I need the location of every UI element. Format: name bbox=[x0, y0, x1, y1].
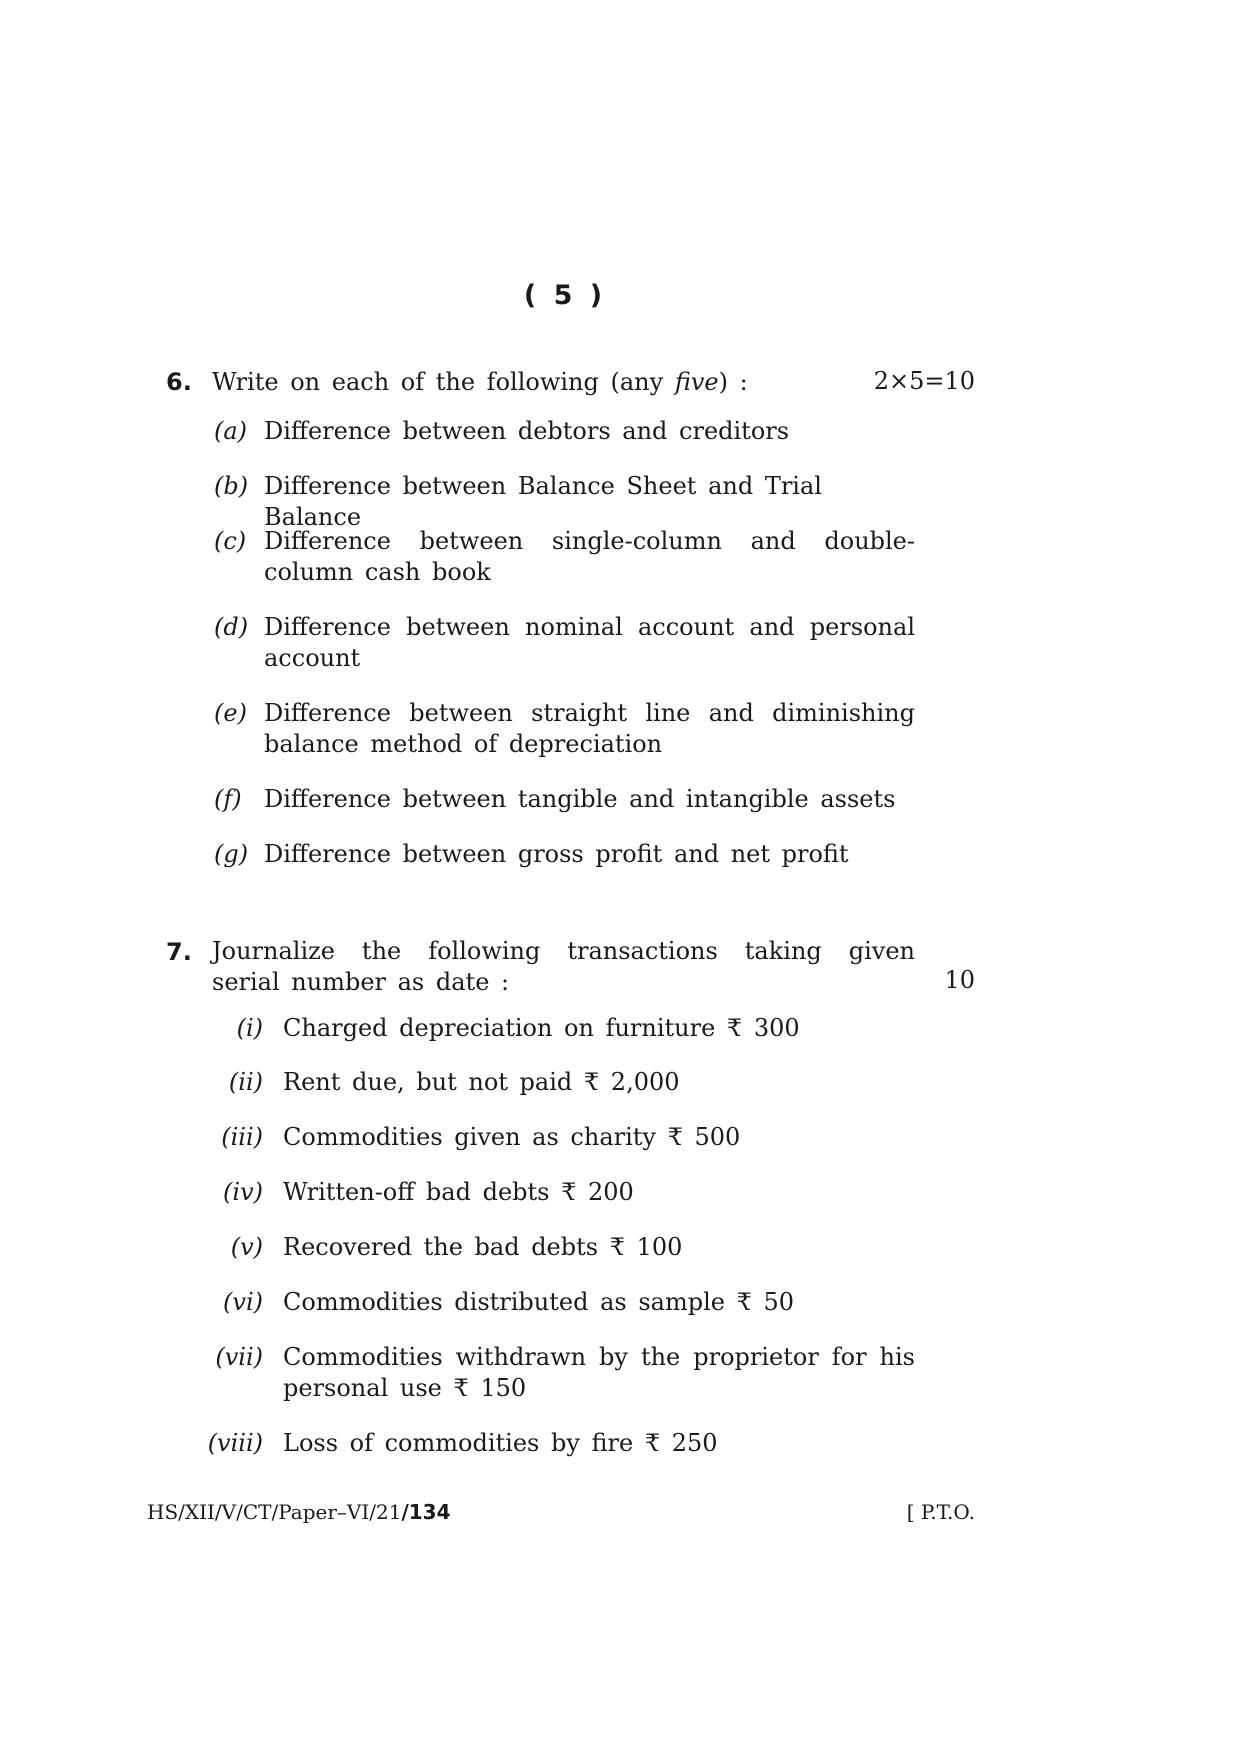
question-7-item-vii bbox=[215, 1342, 915, 1404]
question-6-prompt-italic: five bbox=[674, 368, 719, 396]
paper-code-text: HS/XII/V/CT/Paper–VI/21 bbox=[147, 1500, 402, 1524]
question-7-item-viii bbox=[207, 1428, 915, 1459]
question-6-item-f bbox=[214, 784, 915, 815]
item-text: Difference between gross profit and net profit bbox=[264, 840, 849, 868]
item-label: (i) bbox=[236, 1014, 263, 1042]
question-7-item-iii bbox=[221, 1122, 915, 1153]
question-7-item-v bbox=[230, 1232, 915, 1263]
item-text: Recovered the bad debts ₹ 100 bbox=[283, 1233, 683, 1261]
paper-code-number: /134 bbox=[401, 1500, 451, 1524]
item-label: (vi) bbox=[223, 1288, 263, 1316]
item-text: Loss of commodities by fire ₹ 250 bbox=[283, 1429, 718, 1457]
question-6-marks: 2×5=10 bbox=[873, 367, 975, 395]
item-label: (iv) bbox=[223, 1178, 263, 1206]
item-label: (e) bbox=[214, 699, 247, 727]
item-label: (viii) bbox=[207, 1429, 263, 1457]
question-7-item-ii bbox=[228, 1067, 915, 1098]
question-7-item-iv bbox=[223, 1177, 915, 1208]
page-number: ( 5 ) bbox=[523, 280, 607, 311]
item-text: Commodities distributed as sample ₹ 50 bbox=[283, 1288, 795, 1316]
item-text: Commodities withdrawn by the proprietor for his personal use ₹ 150 bbox=[283, 1343, 915, 1402]
item-text: Written-off bad debts ₹ 200 bbox=[283, 1178, 634, 1206]
item-label: (v) bbox=[230, 1233, 263, 1261]
item-label: (f) bbox=[214, 785, 242, 813]
question-6-prompt-end: ) : bbox=[718, 368, 748, 396]
item-text: Charged depreciation on furniture ₹ 300 bbox=[283, 1014, 800, 1042]
question-6-item-c bbox=[214, 526, 915, 588]
item-text: Difference between debtors and creditors bbox=[264, 417, 790, 445]
question-6-item-g bbox=[214, 839, 915, 870]
item-label: (g) bbox=[214, 840, 249, 868]
item-text: Difference between nominal account and personal account bbox=[264, 613, 915, 672]
question-6-number: 6. bbox=[166, 368, 192, 396]
item-label: (a) bbox=[214, 417, 248, 445]
item-text: Commodities given as charity ₹ 500 bbox=[283, 1123, 741, 1151]
paper-code bbox=[147, 1500, 451, 1524]
item-label: (c) bbox=[214, 527, 247, 555]
item-text: Difference between single-column and double-column cash book bbox=[264, 527, 915, 586]
question-6-prompt-start: Write on each of the following (any bbox=[212, 368, 675, 396]
item-text: Difference between straight line and diminishing balance method of depreciation bbox=[264, 699, 915, 758]
item-label: (iii) bbox=[221, 1123, 263, 1151]
question-6-prompt bbox=[212, 367, 748, 398]
item-label: (d) bbox=[214, 613, 249, 641]
question-7-marks: 10 bbox=[944, 966, 975, 994]
item-label: (b) bbox=[214, 472, 249, 500]
question-6-item-a bbox=[214, 416, 915, 447]
question-6-item-d bbox=[214, 612, 915, 674]
item-label: (ii) bbox=[228, 1068, 263, 1096]
item-label: (vii) bbox=[215, 1343, 263, 1371]
question-7-prompt: Journalize the following transactions taking given serial number as date : bbox=[212, 937, 915, 996]
question-7-number: 7. bbox=[166, 938, 192, 966]
item-text: Difference between Balance Sheet and Trial Balance bbox=[264, 472, 822, 531]
question-6-item-b bbox=[214, 471, 915, 533]
question-7-item-i bbox=[236, 1013, 915, 1044]
item-text: Difference between tangible and intangible assets bbox=[264, 785, 896, 813]
please-turn-over: [ P.T.O. bbox=[906, 1500, 975, 1524]
question-6-item-e bbox=[214, 698, 915, 760]
question-7-item-vi bbox=[223, 1287, 915, 1318]
item-text: Rent due, but not paid ₹ 2,000 bbox=[283, 1068, 680, 1096]
